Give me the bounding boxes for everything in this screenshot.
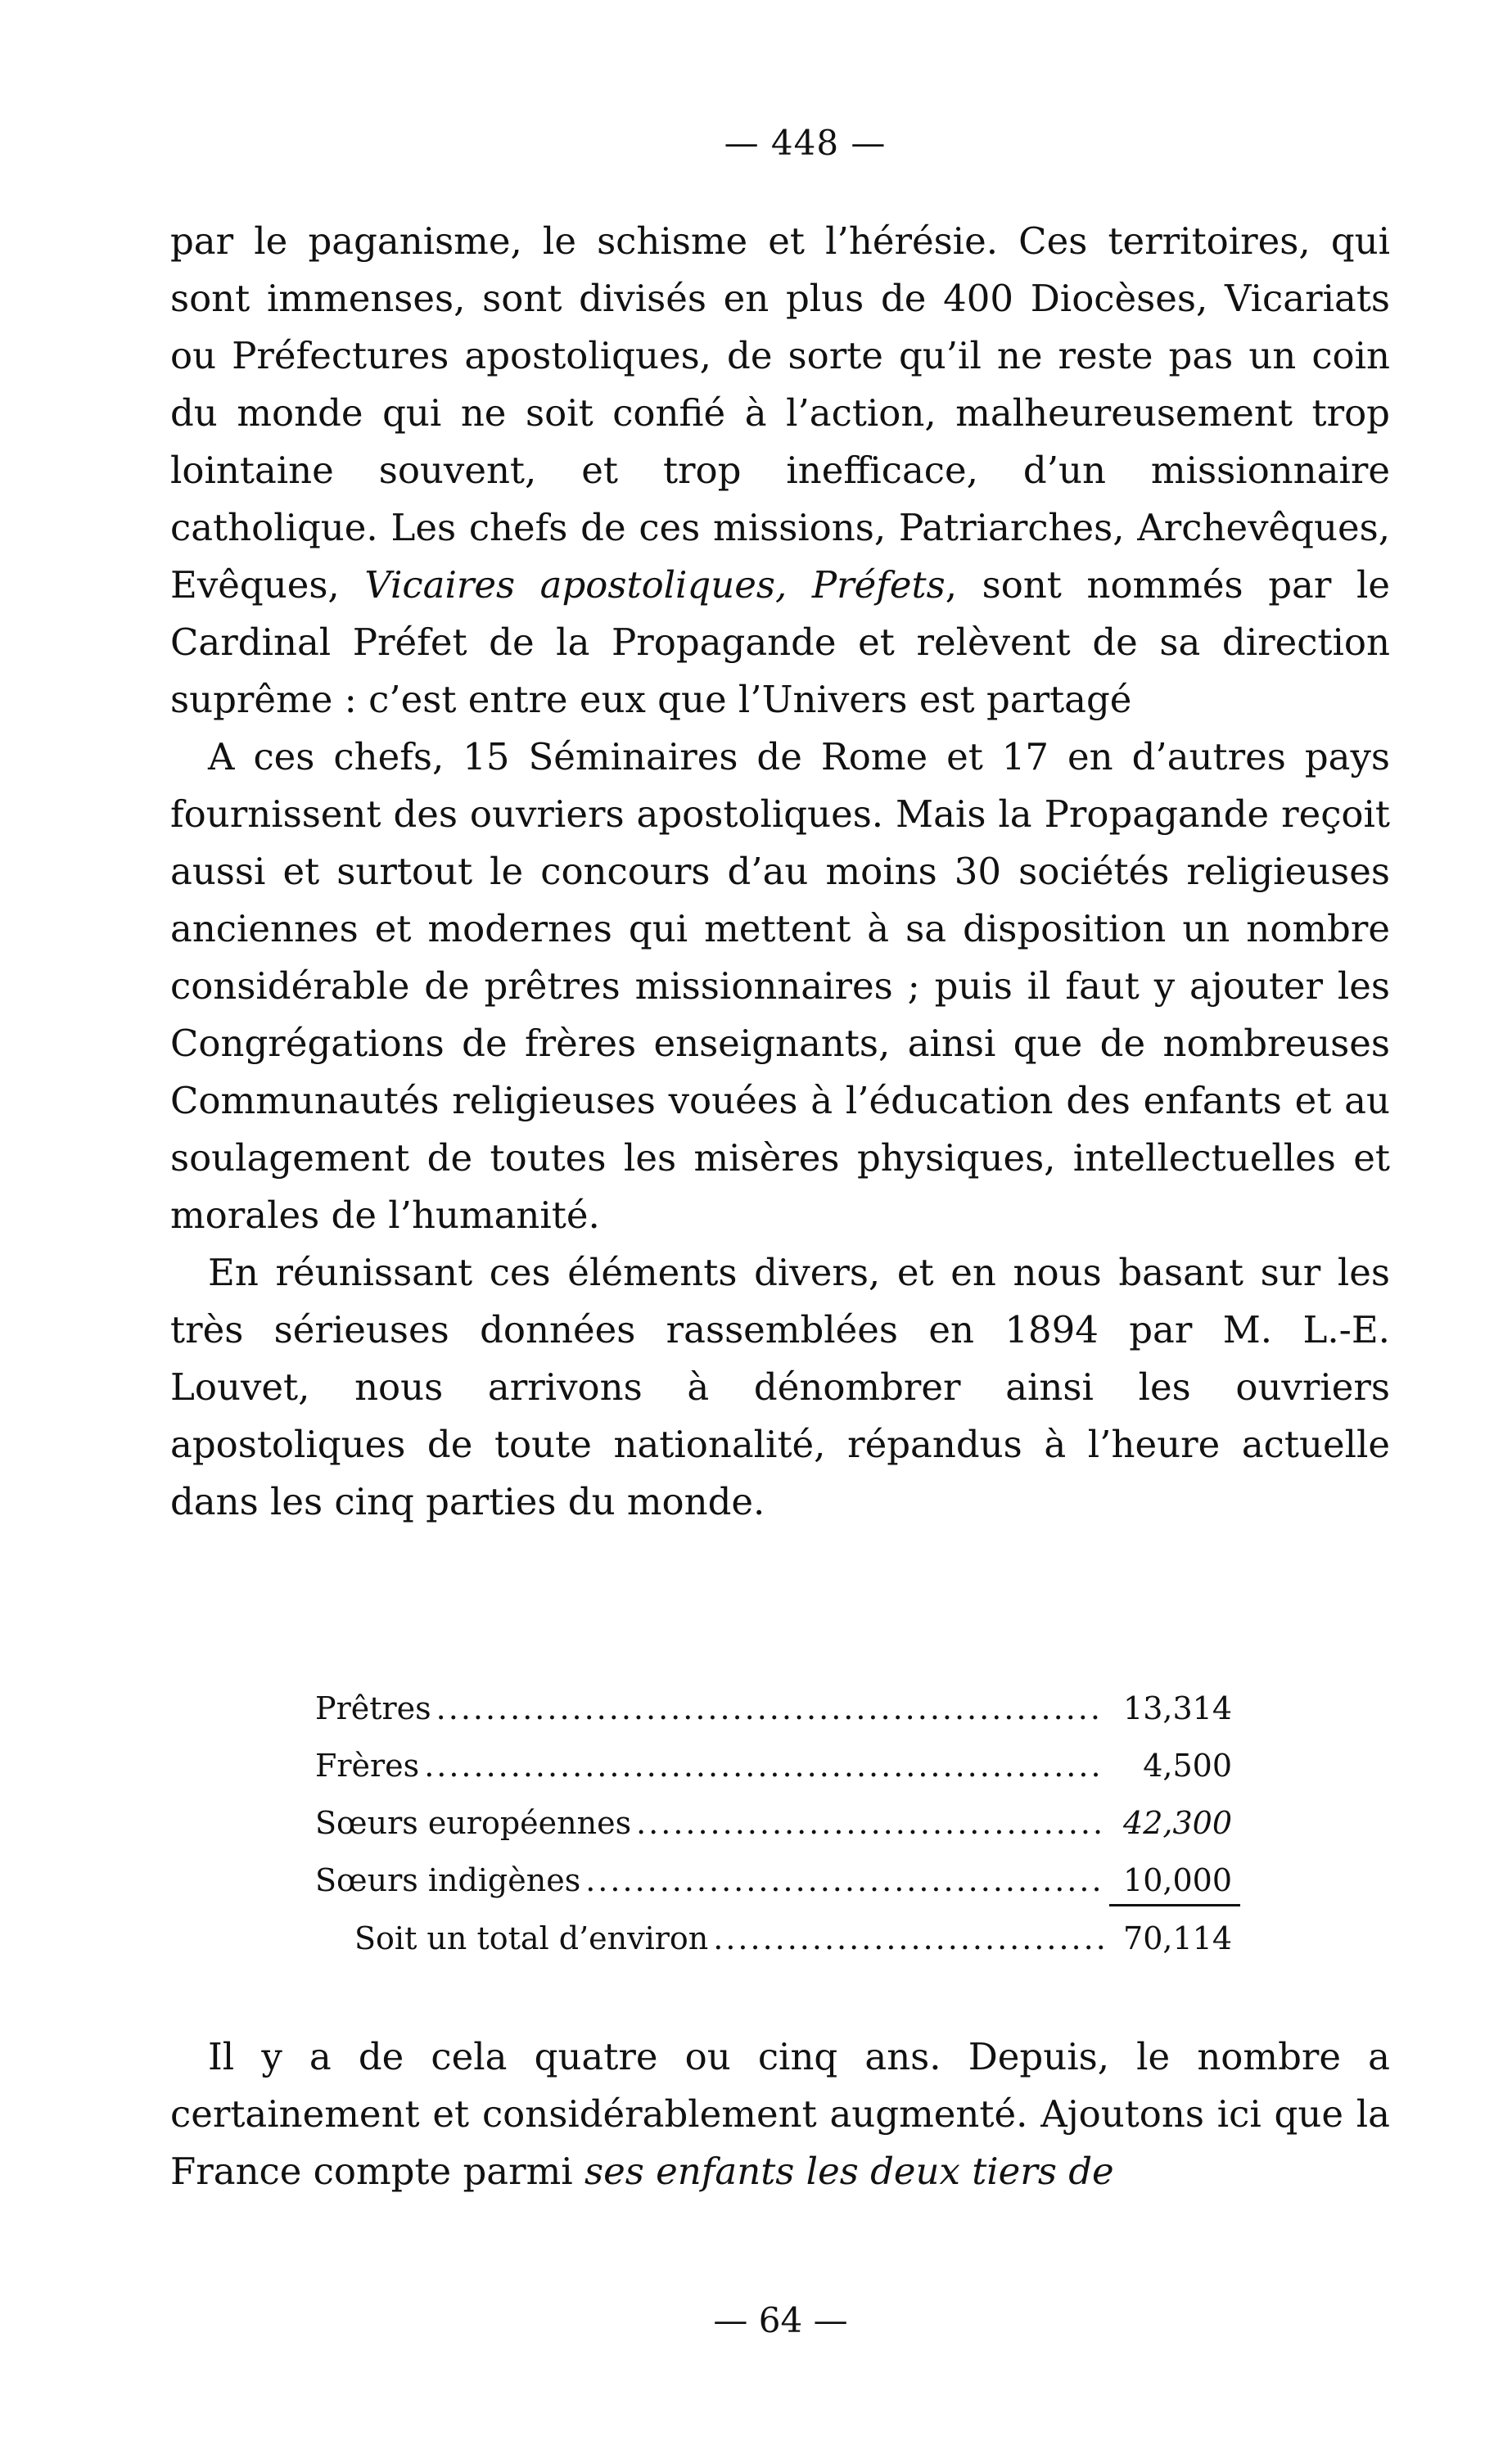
stat-label: Prêtres bbox=[315, 1690, 431, 1726]
stat-row-native-sisters bbox=[315, 1852, 1232, 1909]
dot-leader bbox=[436, 1680, 1104, 1737]
dot-leader bbox=[424, 1737, 1104, 1794]
statistics-table bbox=[315, 1680, 1232, 1967]
paragraph-4 bbox=[170, 2028, 1390, 2200]
page-number-bottom: — 64 — bbox=[713, 2300, 848, 2340]
stat-value: 42,300 bbox=[1123, 1805, 1232, 1841]
stat-value: 10,000 bbox=[1123, 1862, 1232, 1898]
page-header bbox=[0, 123, 1512, 164]
stat-label: Sœurs indigènes bbox=[315, 1862, 581, 1898]
stat-row-brothers bbox=[315, 1737, 1232, 1794]
stat-label: Sœurs européennes bbox=[315, 1805, 632, 1841]
paragraph-1-part-b: , sont nommés par le Cardinal Préfet de la Propagande et relèvent de sa direction suprême : c’est entre eux que l’Univers est partagé bbox=[170, 563, 1390, 721]
dot-leader bbox=[636, 1794, 1104, 1852]
dot-leader bbox=[713, 1910, 1104, 1967]
stat-row-priests bbox=[315, 1680, 1232, 1737]
page-footer bbox=[0, 2300, 1512, 2341]
paragraph-1 bbox=[170, 213, 1390, 729]
total-value: 70,114 bbox=[1123, 1920, 1232, 1956]
dot-leader bbox=[585, 1852, 1104, 1909]
closing-text bbox=[170, 2028, 1390, 2200]
total-label: Soit un total d’environ bbox=[354, 1920, 709, 1956]
paragraph-1-part-a: par le paganisme, le schisme et l’hérésie. Ces territoires, qui sont immenses, sont divisés en plus de 400 Diocèses, Vicariats ou Préfectures apostoliques, de sorte qu’il ne reste pas un coin du monde qui ne soit confié à l’action, malheureusement trop lointaine souvent, et trop inefficace, d’un missionnaire catholique. Les chefs de ces missions, Patriarches, Archevêques, Evêques, bbox=[170, 219, 1390, 607]
paragraph-4-part-a: Il y a de cela quatre ou cinq ans. Depuis, le nombre a certainement et considérablement augmenté. Ajoutons ici que la France compte parmi bbox=[170, 2035, 1390, 2193]
stat-value: 4,500 bbox=[1143, 1748, 1232, 1784]
stat-row-european-sisters bbox=[315, 1794, 1232, 1852]
paragraph-2: A ces chefs, 15 Séminaires de Rome et 17 en d’autres pays fournissent des ouvriers apostoliques. Mais la Propagande reçoit aussi et surtout le concours d’au moins 30 sociétés religieuses anciennes et modernes qui mettent à sa disposition un nombre considérable de prêtres missionnaires ; puis il faut y ajouter les Congrégations de frères enseignants, ainsi que de nombreuses Communautés religieuses vouées à l’éducation des enfants et au soulagement de toutes les misères physiques, intellectuelles et morales de l’humanité. bbox=[170, 735, 1390, 1237]
paragraph-4-italic: ses enfants les deux tiers de bbox=[584, 2150, 1114, 2193]
stat-value: 13,314 bbox=[1123, 1690, 1232, 1726]
main-text bbox=[170, 213, 1390, 1531]
page-number-top: — 448 — bbox=[724, 123, 887, 163]
stat-label: Frères bbox=[315, 1748, 420, 1784]
paragraph-3: En réunissant ces éléments divers, et en nous basant sur les très sérieuses données rassemblées en 1894 par M. L.-E. Louvet, nous arrivons à dénombrer ainsi les ouvriers apostoliques de toute nationalité, répandus à l’heure actuelle dans les cinq parties du monde. bbox=[170, 1251, 1390, 1523]
paragraph-1-italic: Vicaires apostoliques, Préfets bbox=[364, 563, 946, 607]
stat-row-total bbox=[315, 1910, 1232, 1967]
